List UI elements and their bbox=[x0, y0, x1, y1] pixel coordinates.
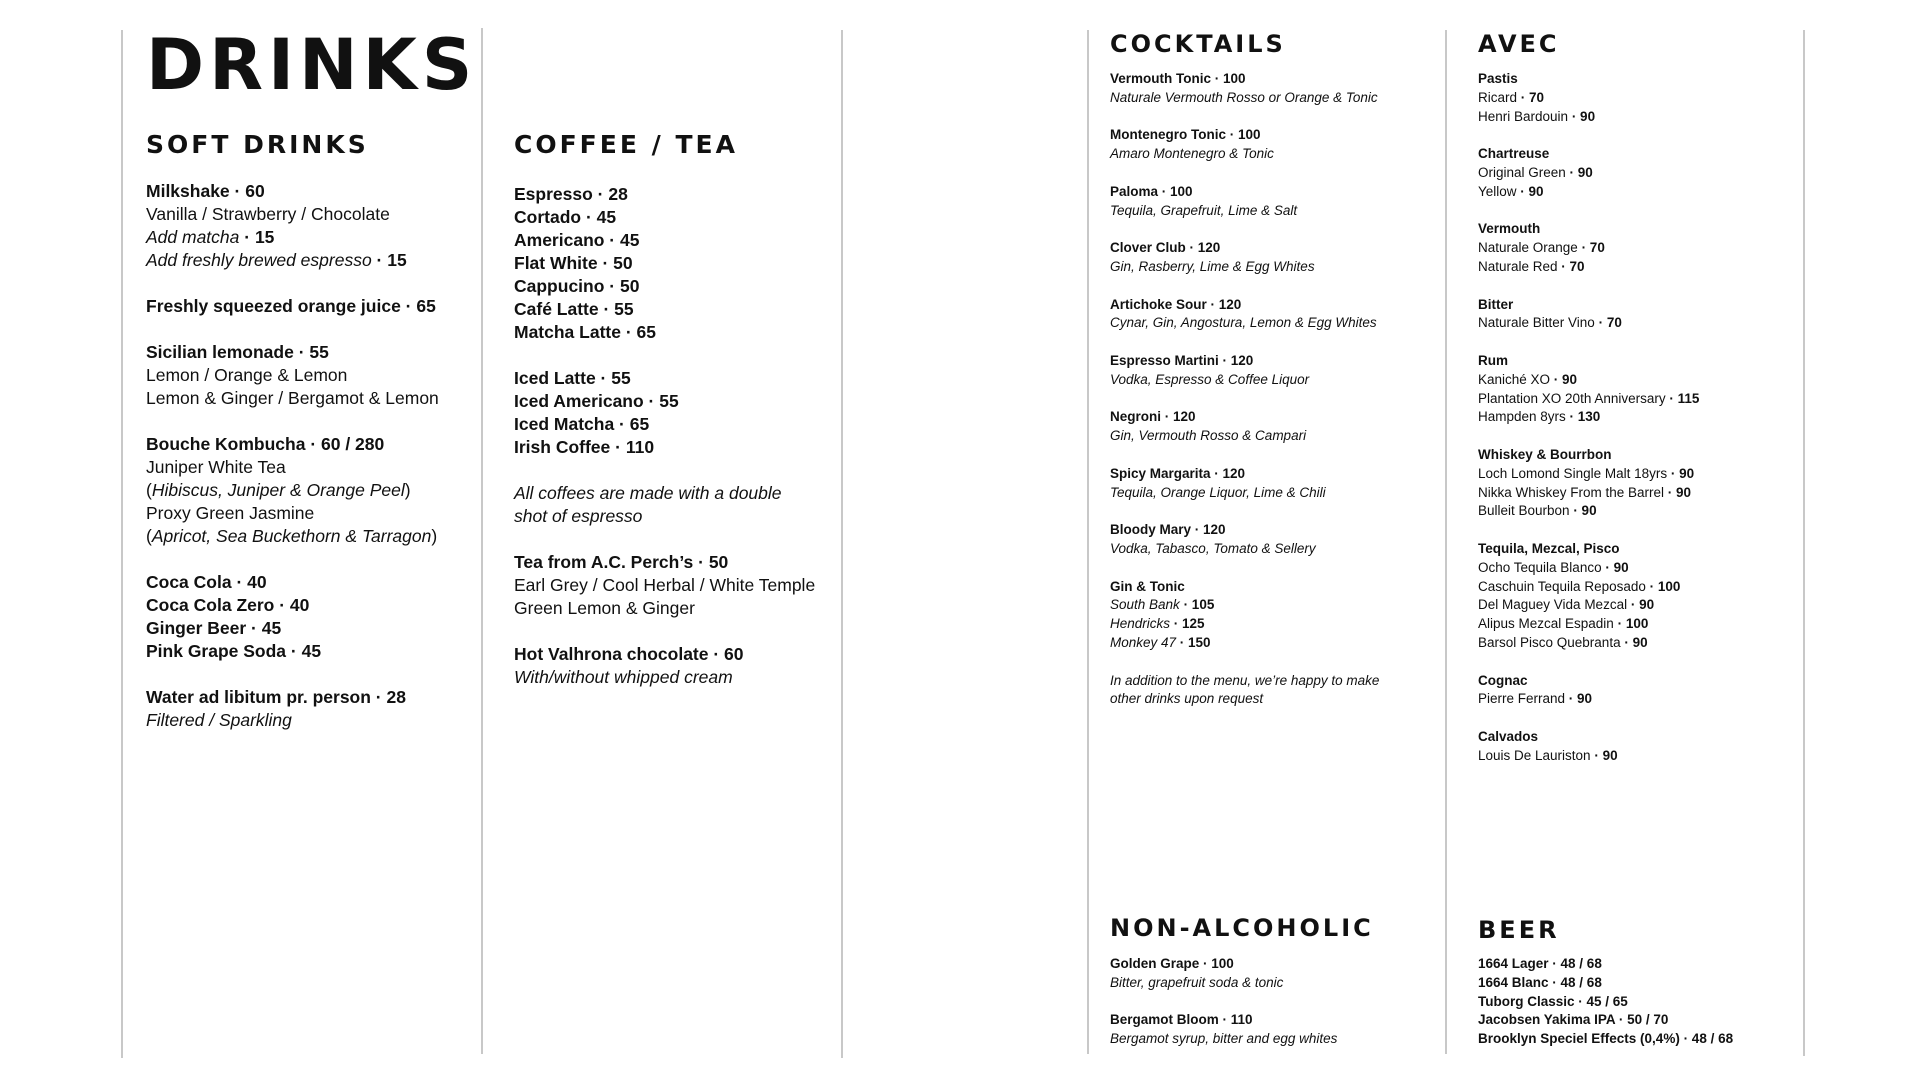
menu-item bbox=[1478, 446, 1798, 521]
menu-line bbox=[1110, 126, 1440, 145]
menu-item bbox=[1110, 183, 1440, 221]
item-text: Add matcha bbox=[146, 227, 240, 247]
item-text: Yellow bbox=[1478, 183, 1517, 199]
item-text: Negroni · 120 bbox=[1110, 409, 1196, 425]
menu-line bbox=[1110, 145, 1440, 164]
item-text: Alipus Mezcal Espadin bbox=[1478, 616, 1614, 632]
menu-item bbox=[514, 367, 839, 459]
menu-line bbox=[1478, 296, 1798, 315]
item-text: Vodka, Tabasco, Tomato & Sellery bbox=[1110, 540, 1316, 556]
item-price: · 125 bbox=[1170, 616, 1205, 632]
menu-line bbox=[1110, 314, 1440, 333]
menu-line bbox=[1478, 446, 1798, 465]
menu-line bbox=[1110, 1011, 1440, 1030]
menu-line bbox=[514, 551, 839, 574]
menu-line bbox=[1478, 672, 1798, 691]
item-text: Bitter, grapefruit soda & tonic bbox=[1110, 974, 1284, 990]
section-heading-coffee-tea: COFFEE / TEA bbox=[514, 130, 738, 159]
menu-line bbox=[514, 482, 839, 505]
menu-line bbox=[1478, 390, 1798, 409]
menu-line bbox=[146, 686, 476, 709]
item-price: · 70 bbox=[1557, 258, 1585, 274]
menu-line bbox=[514, 574, 839, 597]
item-text: 1664 Blanc · 48 / 68 bbox=[1478, 974, 1602, 990]
item-text: Cortado · 45 bbox=[514, 207, 617, 227]
section-heading-non-alcoholic: NON-ALCOHOLIC bbox=[1110, 914, 1374, 942]
coffee-tea-list bbox=[514, 183, 839, 689]
item-price: · 100 bbox=[1613, 616, 1649, 632]
menu-line bbox=[1110, 578, 1440, 597]
item-price: · 70 bbox=[1577, 240, 1605, 256]
menu-line bbox=[1110, 408, 1440, 427]
item-text: Spicy Margarita · 120 bbox=[1110, 465, 1246, 481]
column-divider bbox=[481, 28, 483, 1054]
item-text: Ricard bbox=[1478, 89, 1518, 105]
item-text: Iced Latte · 55 bbox=[514, 368, 631, 388]
item-text: Espresso · 28 bbox=[514, 184, 628, 204]
item-text: Tea from A.C. Perch’s · 50 bbox=[514, 552, 729, 572]
item-text: Calvados bbox=[1478, 728, 1539, 744]
menu-line bbox=[1478, 578, 1798, 597]
non-alcoholic-list bbox=[1110, 955, 1440, 1049]
column-divider bbox=[841, 30, 843, 1058]
menu-item bbox=[1478, 296, 1798, 334]
item-text: Water ad libitum pr. person · 28 bbox=[146, 687, 406, 707]
menu-item bbox=[1110, 672, 1440, 710]
menu-line bbox=[1478, 596, 1798, 615]
menu-line bbox=[1110, 484, 1440, 503]
menu-line bbox=[514, 367, 839, 390]
menu-item bbox=[146, 295, 476, 318]
item-text: Pierre Ferrand bbox=[1478, 691, 1566, 707]
item-text: Matcha Latte · 65 bbox=[514, 322, 656, 342]
menu-item bbox=[1478, 955, 1798, 1049]
item-price: · 90 bbox=[1664, 484, 1692, 500]
menu-line bbox=[514, 413, 839, 436]
item-text: Juniper White Tea bbox=[146, 457, 286, 477]
menu-item bbox=[1478, 728, 1798, 766]
menu-item bbox=[1110, 465, 1440, 503]
item-text: Cognac bbox=[1478, 672, 1528, 688]
menu-line bbox=[1478, 408, 1798, 427]
item-text: Cappucino · 50 bbox=[514, 276, 640, 296]
menu-line bbox=[146, 226, 476, 249]
menu-item bbox=[514, 183, 839, 344]
item-text: Americano · 45 bbox=[514, 230, 640, 250]
menu-line bbox=[1110, 596, 1440, 615]
item-price: · 90 bbox=[1620, 634, 1648, 650]
item-text: Coca Cola · 40 bbox=[146, 572, 267, 592]
item-text: Bulleit Bourbon bbox=[1478, 503, 1570, 519]
item-text: Ginger Beer · 45 bbox=[146, 618, 282, 638]
item-text: Naturale Bitter Vino bbox=[1478, 315, 1595, 331]
menu-line bbox=[146, 502, 476, 525]
menu-line bbox=[1110, 352, 1440, 371]
menu-item bbox=[1478, 352, 1798, 427]
menu-item bbox=[146, 686, 476, 732]
item-text: Gin & Tonic bbox=[1110, 578, 1185, 594]
menu-line bbox=[1478, 89, 1798, 108]
item-text: Espresso Martini · 120 bbox=[1110, 352, 1254, 368]
menu-line bbox=[1110, 690, 1440, 709]
menu-item bbox=[514, 482, 839, 528]
item-text: Filtered / Sparkling bbox=[146, 710, 292, 730]
menu-line bbox=[146, 709, 476, 732]
item-text: Vermouth Tonic · 100 bbox=[1110, 71, 1246, 86]
item-text: In addition to the menu, we’re happy to make bbox=[1110, 672, 1380, 688]
menu-item bbox=[514, 643, 839, 689]
item-text: 1664 Lager · 48 / 68 bbox=[1478, 956, 1602, 971]
item-price: · 90 bbox=[1601, 559, 1629, 575]
item-text: Henri Bardouin bbox=[1478, 108, 1569, 124]
menu-item bbox=[1110, 70, 1440, 108]
section-heading-cocktails: COCKTAILS bbox=[1110, 30, 1286, 58]
menu-line bbox=[514, 643, 839, 666]
item-price: · 90 bbox=[1565, 691, 1593, 707]
column-divider bbox=[1087, 30, 1089, 1054]
item-text: Proxy Green Jasmine bbox=[146, 503, 315, 523]
item-detail: Apricot, Sea Buckethorn & Tarragon bbox=[151, 526, 432, 546]
menu-line bbox=[1110, 258, 1440, 277]
menu-line bbox=[1110, 371, 1440, 390]
menu-item bbox=[146, 341, 476, 410]
menu-line bbox=[1478, 974, 1798, 993]
item-text: Café Latte · 55 bbox=[514, 299, 634, 319]
menu-line bbox=[1478, 258, 1798, 277]
item-text: Coca Cola Zero · 40 bbox=[146, 595, 310, 615]
item-text: Artichoke Sour · 120 bbox=[1110, 296, 1242, 312]
item-price: · 15 bbox=[239, 227, 275, 247]
menu-item bbox=[146, 571, 476, 663]
menu-item bbox=[1478, 540, 1798, 653]
menu-line bbox=[1478, 634, 1798, 653]
menu-line bbox=[1110, 974, 1440, 993]
menu-line bbox=[146, 479, 476, 502]
item-text: Barsol Pisco Quebranta bbox=[1478, 634, 1621, 650]
menu-line bbox=[514, 436, 839, 459]
menu-line bbox=[514, 597, 839, 620]
menu-item bbox=[146, 180, 476, 272]
menu-item bbox=[1110, 352, 1440, 390]
item-text: Louis De Lauriston bbox=[1478, 747, 1591, 763]
column-divider bbox=[121, 30, 123, 1058]
item-text: Pink Grape Soda · 45 bbox=[146, 641, 322, 661]
menu-line bbox=[146, 387, 476, 410]
item-text: Golden Grape · 100 bbox=[1110, 956, 1234, 971]
item-text: Bergamot syrup, bitter and egg whites bbox=[1110, 1031, 1338, 1047]
menu-line bbox=[1110, 615, 1440, 634]
column-divider bbox=[1803, 30, 1805, 1056]
item-text: Ocho Tequila Blanco bbox=[1478, 559, 1602, 575]
item-text: Monkey 47 bbox=[1110, 634, 1177, 650]
item-text: ( bbox=[146, 526, 152, 546]
item-price: · 115 bbox=[1665, 390, 1700, 406]
item-text: Bloody Mary · 120 bbox=[1110, 522, 1226, 538]
menu-line bbox=[514, 183, 839, 206]
menu-line bbox=[146, 594, 476, 617]
menu-line bbox=[1110, 296, 1440, 315]
menu-line bbox=[514, 252, 839, 275]
item-text: Add freshly brewed espresso bbox=[146, 250, 372, 270]
item-price: · 90 bbox=[1550, 371, 1578, 387]
item-text: Tequila, Mezcal, Pisco bbox=[1478, 540, 1620, 556]
item-text: Sicilian lemonade · 55 bbox=[146, 342, 329, 362]
section-heading-beer: BEER bbox=[1478, 916, 1560, 944]
menu-line bbox=[146, 180, 476, 203]
menu-line bbox=[1478, 559, 1798, 578]
menu-line bbox=[1478, 540, 1798, 559]
menu-line bbox=[514, 666, 839, 689]
menu-line bbox=[1478, 314, 1798, 333]
menu-line bbox=[1478, 615, 1798, 634]
cocktails-list bbox=[1110, 70, 1440, 709]
menu-line bbox=[146, 617, 476, 640]
item-text: Earl Grey / Cool Herbal / White Temple bbox=[514, 575, 816, 595]
item-text: Hampden 8yrs bbox=[1478, 409, 1566, 425]
menu-line bbox=[146, 249, 476, 272]
item-detail: Hibiscus, Juniper & Orange Peel bbox=[151, 480, 405, 500]
item-price: · 90 bbox=[1568, 108, 1596, 124]
item-text-end: ) bbox=[404, 480, 411, 500]
menu-line bbox=[146, 433, 476, 456]
menu-line bbox=[1478, 993, 1798, 1012]
menu-line bbox=[514, 229, 839, 252]
menu-item bbox=[146, 433, 476, 548]
section-heading-avec: AVEC bbox=[1478, 30, 1560, 58]
item-text: shot of espresso bbox=[514, 506, 643, 526]
item-text: Pastis bbox=[1478, 71, 1518, 86]
item-price: · 90 bbox=[1667, 465, 1695, 481]
avec-list bbox=[1478, 70, 1798, 765]
menu-line bbox=[146, 295, 476, 318]
item-text: Gin, Rasberry, Lime & Egg Whites bbox=[1110, 258, 1315, 274]
item-text: Vanilla / Strawberry / Chocolate bbox=[146, 204, 390, 224]
item-text: Bergamot Bloom · 110 bbox=[1110, 1012, 1253, 1028]
item-text: Naturale Red bbox=[1478, 258, 1558, 274]
menu-line bbox=[1478, 484, 1798, 503]
beer-list bbox=[1478, 955, 1798, 1049]
menu-line bbox=[1478, 465, 1798, 484]
item-text: Cynar, Gin, Angostura, Lemon & Egg Whites bbox=[1110, 315, 1377, 331]
menu-line bbox=[1110, 427, 1440, 446]
menu-line bbox=[514, 505, 839, 528]
menu-line bbox=[1478, 108, 1798, 127]
menu-item bbox=[1478, 672, 1798, 710]
item-text: Plantation XO 20th Anniversary bbox=[1478, 390, 1666, 406]
item-text: Tequila, Grapefruit, Lime & Salt bbox=[1110, 202, 1298, 218]
menu-line bbox=[1478, 502, 1798, 521]
item-text: Lemon / Orange & Lemon bbox=[146, 365, 348, 385]
item-text: Irish Coffee · 110 bbox=[514, 437, 655, 457]
menu-line bbox=[1478, 70, 1798, 89]
menu-line bbox=[146, 341, 476, 364]
item-text: Milkshake · 60 bbox=[146, 181, 265, 201]
menu-line bbox=[1110, 70, 1440, 89]
item-text: Whiskey & Bourrbon bbox=[1478, 446, 1612, 462]
menu-line bbox=[514, 275, 839, 298]
menu-line bbox=[1478, 955, 1798, 974]
item-text: Loch Lomond Single Malt 18yrs bbox=[1478, 465, 1668, 481]
column-divider bbox=[1445, 30, 1447, 1054]
menu-line bbox=[514, 298, 839, 321]
item-text: ( bbox=[146, 480, 152, 500]
menu-line bbox=[146, 525, 476, 548]
menu-line bbox=[1478, 371, 1798, 390]
item-text: Bouche Kombucha · 60 / 280 bbox=[146, 434, 385, 454]
item-text: Flat White · 50 bbox=[514, 253, 633, 273]
menu-line bbox=[1110, 955, 1440, 974]
item-text-end: ) bbox=[431, 526, 438, 546]
menu-item bbox=[1478, 220, 1798, 276]
item-price: · 90 bbox=[1627, 597, 1655, 613]
item-text: other drinks upon request bbox=[1110, 691, 1264, 707]
item-text: Freshly squeezed orange juice · 65 bbox=[146, 296, 436, 316]
item-price: · 90 bbox=[1565, 164, 1593, 180]
item-text: Hot Valhrona chocolate · 60 bbox=[514, 644, 744, 664]
menu-line bbox=[1110, 202, 1440, 221]
menu-item bbox=[1110, 578, 1440, 653]
item-text: Paloma · 100 bbox=[1110, 183, 1193, 199]
menu-line bbox=[1110, 183, 1440, 202]
menu-line bbox=[1478, 239, 1798, 258]
item-price: · 70 bbox=[1594, 315, 1622, 331]
item-text: Green Lemon & Ginger bbox=[514, 598, 695, 618]
menu-item bbox=[1110, 296, 1440, 334]
item-text: Iced Americano · 55 bbox=[514, 391, 679, 411]
menu-line bbox=[1478, 164, 1798, 183]
item-text: Rum bbox=[1478, 352, 1508, 368]
menu-line bbox=[146, 640, 476, 663]
menu-item bbox=[1110, 955, 1440, 993]
menu-line bbox=[1478, 183, 1798, 202]
item-price: · 100 bbox=[1645, 578, 1681, 594]
item-text: Jacobsen Yakima IPA · 50 / 70 bbox=[1478, 1012, 1669, 1028]
menu-line bbox=[1110, 1030, 1440, 1049]
menu-line bbox=[1110, 672, 1440, 691]
menu-title: DRINKS bbox=[146, 24, 478, 106]
menu-line bbox=[1478, 145, 1798, 164]
menu-line bbox=[514, 206, 839, 229]
menu-line bbox=[1110, 634, 1440, 653]
menu-line bbox=[1478, 728, 1798, 747]
menu-line bbox=[146, 571, 476, 594]
menu-item bbox=[1110, 521, 1440, 559]
menu-line bbox=[1478, 352, 1798, 371]
item-text: Kaniché XO bbox=[1478, 371, 1551, 387]
item-text: Clover Club · 120 bbox=[1110, 240, 1221, 256]
menu-item bbox=[1478, 145, 1798, 201]
item-text: Amaro Montenegro & Tonic bbox=[1110, 146, 1274, 162]
menu-line bbox=[1478, 1030, 1798, 1049]
item-text: Chartreuse bbox=[1478, 146, 1550, 162]
menu-line bbox=[1110, 89, 1440, 108]
item-text: Vodka, Espresso & Coffee Liquor bbox=[1110, 371, 1310, 387]
menu-line bbox=[1478, 220, 1798, 239]
soft-drinks-list bbox=[146, 180, 476, 732]
menu-item bbox=[1110, 126, 1440, 164]
menu-line bbox=[146, 364, 476, 387]
item-price: · 90 bbox=[1516, 183, 1544, 199]
menu-item bbox=[1110, 239, 1440, 277]
section-heading-soft-drinks: SOFT DRINKS bbox=[146, 130, 369, 159]
menu-line bbox=[146, 456, 476, 479]
menu-line bbox=[514, 321, 839, 344]
item-text: Original Green bbox=[1478, 164, 1566, 180]
menu-line bbox=[1110, 465, 1440, 484]
item-price: · 90 bbox=[1590, 747, 1618, 763]
item-text: Brooklyn Speciel Effects (0,4%) · 48 / 68 bbox=[1478, 1031, 1734, 1047]
item-text: With/without whipped cream bbox=[514, 667, 733, 687]
item-text: Del Maguey Vida Mezcal bbox=[1478, 597, 1628, 613]
item-text: Bitter bbox=[1478, 296, 1514, 312]
item-price: · 130 bbox=[1565, 409, 1601, 425]
menu-item bbox=[1110, 408, 1440, 446]
item-text: Caschuin Tequila Reposado bbox=[1478, 578, 1646, 594]
item-text: Nikka Whiskey From the Barrel bbox=[1478, 484, 1665, 500]
item-text: Naturale Orange bbox=[1478, 240, 1578, 256]
menu-line bbox=[1478, 747, 1798, 766]
menu-line bbox=[1110, 239, 1440, 258]
menu-item bbox=[1110, 1011, 1440, 1049]
item-text: Iced Matcha · 65 bbox=[514, 414, 650, 434]
menu-line bbox=[514, 390, 839, 413]
menu-item bbox=[1478, 70, 1798, 126]
menu-line bbox=[1478, 1011, 1798, 1030]
item-price: · 70 bbox=[1517, 89, 1545, 105]
menu-item bbox=[514, 551, 839, 620]
menu-line bbox=[1110, 540, 1440, 559]
item-text: Vermouth bbox=[1478, 221, 1541, 237]
item-price: · 15 bbox=[371, 250, 407, 270]
item-price: · 150 bbox=[1176, 634, 1211, 650]
menu-line bbox=[146, 203, 476, 226]
item-text: Gin, Vermouth Rosso & Campari bbox=[1110, 428, 1307, 444]
item-text: Montenegro Tonic · 100 bbox=[1110, 127, 1261, 143]
item-text: Tequila, Orange Liquor, Lime & Chili bbox=[1110, 484, 1326, 500]
menu-line bbox=[1110, 521, 1440, 540]
item-text: Tuborg Classic · 45 / 65 bbox=[1478, 993, 1628, 1009]
item-price: · 90 bbox=[1569, 503, 1597, 519]
menu-line bbox=[1478, 690, 1798, 709]
item-text: Hendricks bbox=[1110, 616, 1171, 632]
item-price: · 105 bbox=[1179, 597, 1215, 613]
item-text: All coffees are made with a double bbox=[514, 483, 782, 503]
item-text: Lemon & Ginger / Bergamot & Lemon bbox=[146, 388, 439, 408]
item-text: Naturale Vermouth Rosso or Orange & Tonic bbox=[1110, 89, 1378, 105]
item-text: South Bank bbox=[1110, 597, 1180, 613]
